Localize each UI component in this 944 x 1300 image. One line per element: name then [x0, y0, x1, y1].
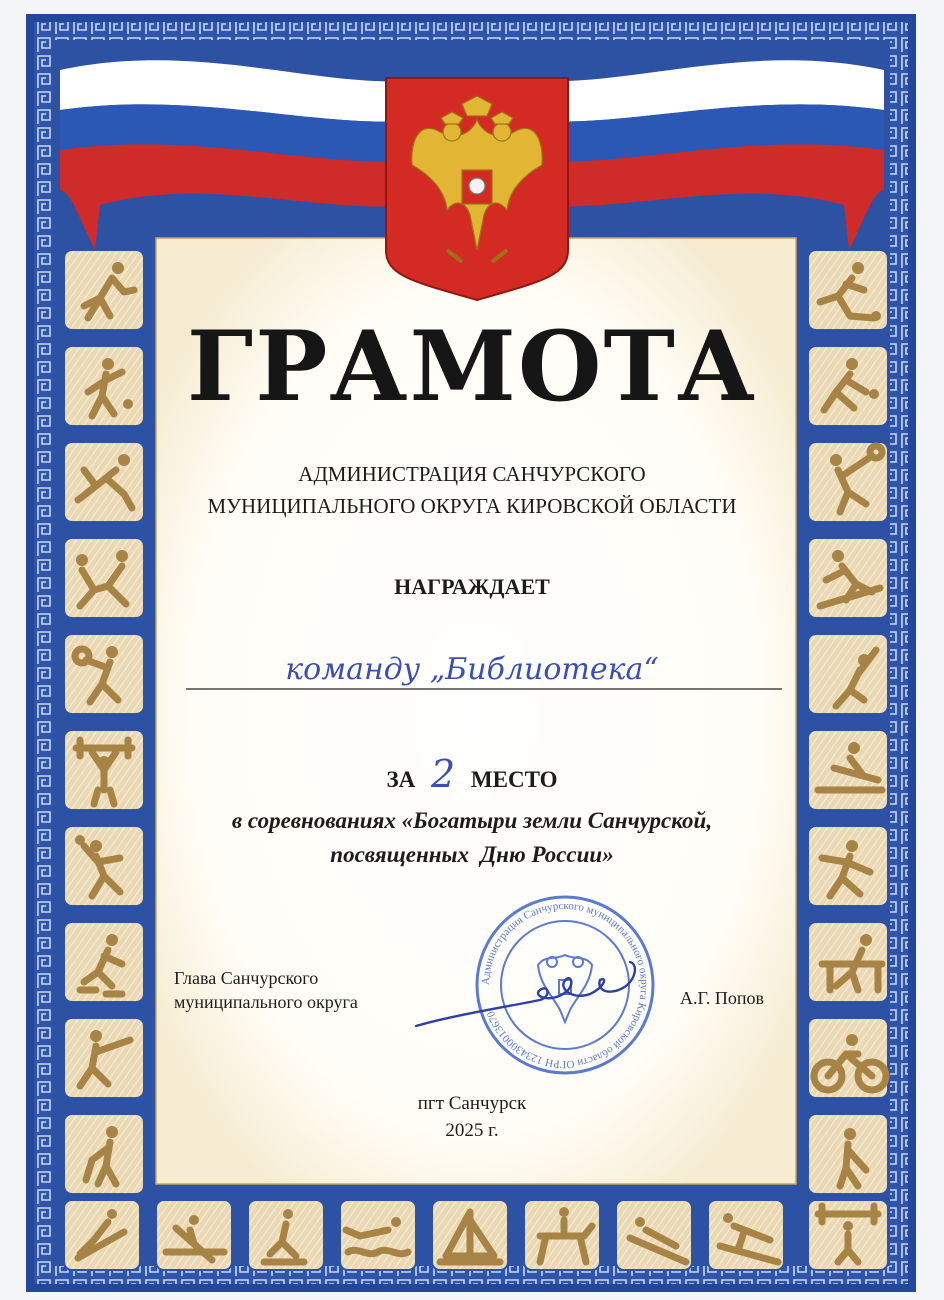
- place-suffix: МЕСТО: [470, 767, 558, 792]
- signer-name: А.Г. Попов: [680, 988, 765, 1008]
- place-of-issue: пгт Санчурск: [417, 1093, 527, 1114]
- issuer-line-2: МУНИЦИПАЛЬНОГО ОКРУГА КИРОВСКОЙ ОБЛАСТИ: [207, 494, 737, 518]
- coat-of-arms: [386, 78, 568, 300]
- awards-label: НАГРАЖДАЕТ: [394, 574, 550, 599]
- event-line-1: в соревнованиях «Богатыри земли Санчурской,: [231, 808, 713, 833]
- place-prefix: ЗА: [386, 767, 416, 792]
- signer-title-line-2: муниципального округа: [174, 992, 358, 1012]
- certificate-title: ГРАМОТА: [186, 310, 758, 423]
- stamp-text-path: Администрация Санчурского муниципального округа Кировской области ОГРН 1234300013670: [479, 899, 651, 1071]
- issue-year: 2025 г.: [445, 1120, 499, 1141]
- issuer-line-1: АДМИНИСТРАЦИЯ САНЧУРСКОГО: [298, 462, 646, 486]
- signer-title-line-1: Глава Санчурского: [174, 968, 319, 988]
- event-line-2: посвященных Дню России»: [330, 842, 614, 867]
- place-line: [0, 752, 944, 796]
- place-number: 2: [430, 752, 456, 796]
- recipient-name: команду „Библиотека“: [285, 652, 659, 687]
